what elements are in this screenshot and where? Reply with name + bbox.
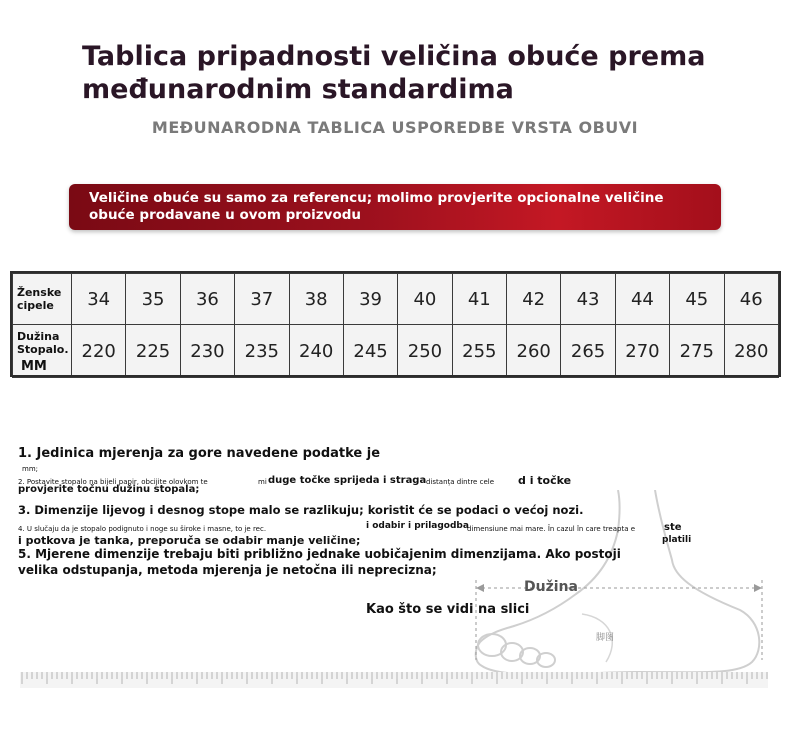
row-label-length [13,325,72,378]
length-cell: 240 [289,325,343,378]
length-cell: 235 [235,325,289,378]
length-cell: 265 [561,325,615,378]
note-2-f: provjerite točnu dužinu stopala; [18,484,200,495]
diagram-caption: Kao što se vidi na slici [366,602,530,617]
note-2-d: distanța dintre cele [426,478,494,486]
note-4-d: ste [664,522,682,533]
size-cell: 36 [180,274,234,325]
length-label: Dužina [524,579,578,595]
length-cell: 245 [343,325,397,378]
note-2-c: duge točke sprijeda i straga [268,475,427,486]
size-cell: 46 [724,274,779,325]
note-4-b: i odabir i prilagodba [366,521,469,531]
size-cell: 37 [235,274,289,325]
size-cell: 35 [126,274,180,325]
note-2-e: d i točke [518,474,572,487]
length-cell: 260 [507,325,561,378]
size-table [12,273,779,378]
row-label-shoe: Ženske cipele [13,274,72,325]
length-cell: 280 [724,325,779,378]
size-cell: 45 [670,274,724,325]
length-cell: 275 [670,325,724,378]
length-cell: 270 [615,325,669,378]
length-cell: 250 [398,325,452,378]
note-4-a: 4. U slučaju da je stopalo podignuto i noge su široke i masne, to je rec. [18,525,267,533]
size-cell: 40 [398,274,452,325]
size-cell: 43 [561,274,615,325]
size-cell: 42 [507,274,561,325]
row-label-length-text: Dužina Stopalo. [17,329,69,356]
size-cell: 38 [289,274,343,325]
foot-diagram [0,490,790,690]
note-1: 1. Jedinica mjerenja za gore navedene podatke je [18,446,381,461]
size-cell: 39 [343,274,397,325]
note-2-a: 2. Postavite stopalo na bijeli papir, obcijite olovkom te [18,478,208,486]
ruler [20,672,768,688]
length-cell: 230 [180,325,234,378]
page-subtitle: MEĐUNARODNA TABLICA USPOREDBE VRSTA OBUVI [151,118,639,137]
size-cell: 41 [452,274,506,325]
length-cell: 220 [72,325,126,378]
table-row-shoe-size [13,274,779,325]
foot-outline-icon [476,490,760,675]
note-2-b: mi [258,478,267,486]
note-3: 3. Dimenzije lijevog i desnog stope malo se razlikuju; koristit će se podaci o većoj nozi. [18,503,584,517]
page-title: Tablica pripadnosti veličina obuće prema međunarodnim standardima [82,41,706,105]
note-5-b: velika odstupanja, metoda mjerenja je netočna ili neprecizna; [18,563,437,577]
size-cell: 44 [615,274,669,325]
note-5-a: 5. Mjerene dimenzije trebaju biti približno jednake uobičajenim dimenzijama. Ako postoji [18,547,621,561]
note-1-unit: mm; [22,465,38,473]
note-4-e: i potkova je tanka, preporuča se odabir manje veličine; [18,534,361,547]
length-cell: 255 [452,325,506,378]
table-row-foot-length [13,325,779,378]
arrow-left-icon [476,584,484,592]
note-4-c: dimensiune mai mare. În cazul în care treapta e [467,525,636,533]
reference-banner [69,184,721,230]
note-4-f: platili [662,535,692,545]
length-cell: 225 [126,325,180,378]
arrow-right-icon [754,584,762,592]
banner-text: Veličine obuće su samo za referencu; molimo provjerite opcionalne veličine obuće prodavane u ovom proizvodu [89,190,664,223]
size-cell: 34 [72,274,126,325]
row-label-unit: MM [21,358,47,374]
stamp-label: 脚图 [596,633,615,643]
